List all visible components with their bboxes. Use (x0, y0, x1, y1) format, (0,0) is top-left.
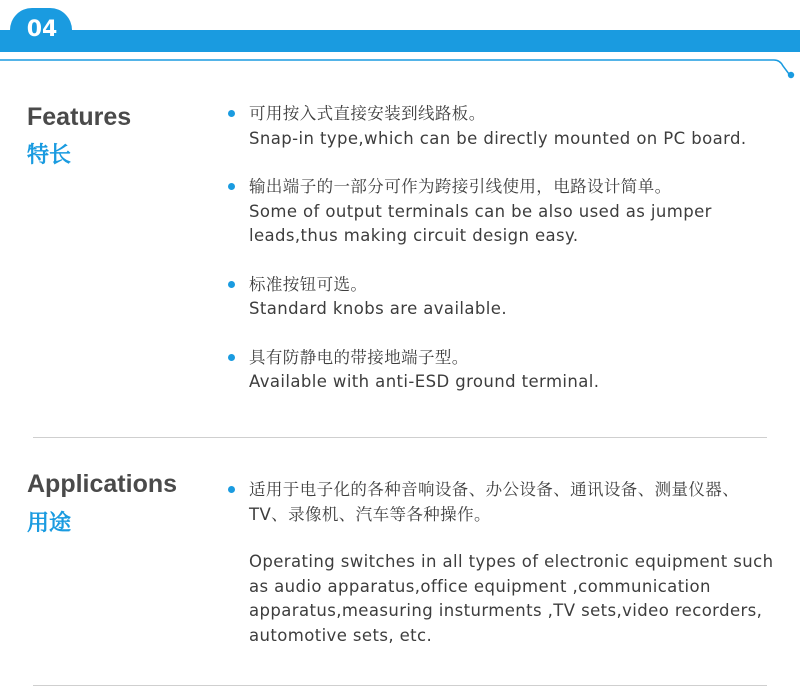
application-zh: 适用于电子化的各种音响设备、办公设备、通讯设备、测量仪器、 (249, 480, 740, 499)
list-item (228, 175, 788, 249)
section-divider (33, 437, 767, 438)
list-item (228, 102, 788, 151)
list-item (228, 346, 788, 395)
list-item (228, 478, 788, 527)
feature-zh: 输出端子的一部分可作为跨接引线使用，电路设计简单。 (249, 177, 672, 196)
applications-en-paragraph (249, 550, 789, 648)
feature-en: Some of output terminals can be also used as jumper (249, 201, 712, 221)
bullet-icon (228, 486, 235, 493)
application-en: as audio apparatus,office equipment ,communication (249, 576, 711, 596)
bullet-icon (228, 281, 235, 288)
bullet-icon (228, 183, 235, 190)
applications-subtitle: 用途 (27, 511, 72, 536)
bullet-icon (228, 110, 235, 117)
feature-en: Available with anti-ESD ground terminal. (249, 372, 600, 391)
feature-zh: 具有防静电的带接地端子型。 (249, 347, 469, 367)
section-number: 04 (26, 17, 58, 42)
application-en: apparatus,measuring insturments ,TV sets,video recorders, (249, 601, 763, 620)
applications-title: Applications (27, 470, 178, 498)
feature-en: Snap-in type,which can be directly mounted on PC board. (249, 128, 747, 148)
section-header (0, 0, 800, 80)
list-item (228, 273, 788, 322)
feature-zh: 可用按入式直接安装到线路板。 (249, 104, 486, 123)
application-en: Operating switches in all types of electronic equipment such (249, 552, 774, 571)
section-divider (33, 685, 767, 686)
header-bar-graphic (0, 0, 800, 80)
feature-en: leads,thus making circuit design easy. (249, 226, 579, 245)
features-title: Features (27, 103, 132, 131)
bullet-icon (228, 354, 235, 361)
application-en: automotive sets, etc. (249, 625, 433, 645)
application-zh: TV、录像机、汽车等各种操作。 (249, 504, 491, 524)
features-subtitle: 特长 (27, 143, 72, 168)
feature-en: Standard knobs are available. (249, 299, 507, 318)
features-list (228, 102, 788, 395)
feature-zh: 标准按钮可选。 (249, 274, 368, 294)
applications-list (228, 478, 788, 527)
